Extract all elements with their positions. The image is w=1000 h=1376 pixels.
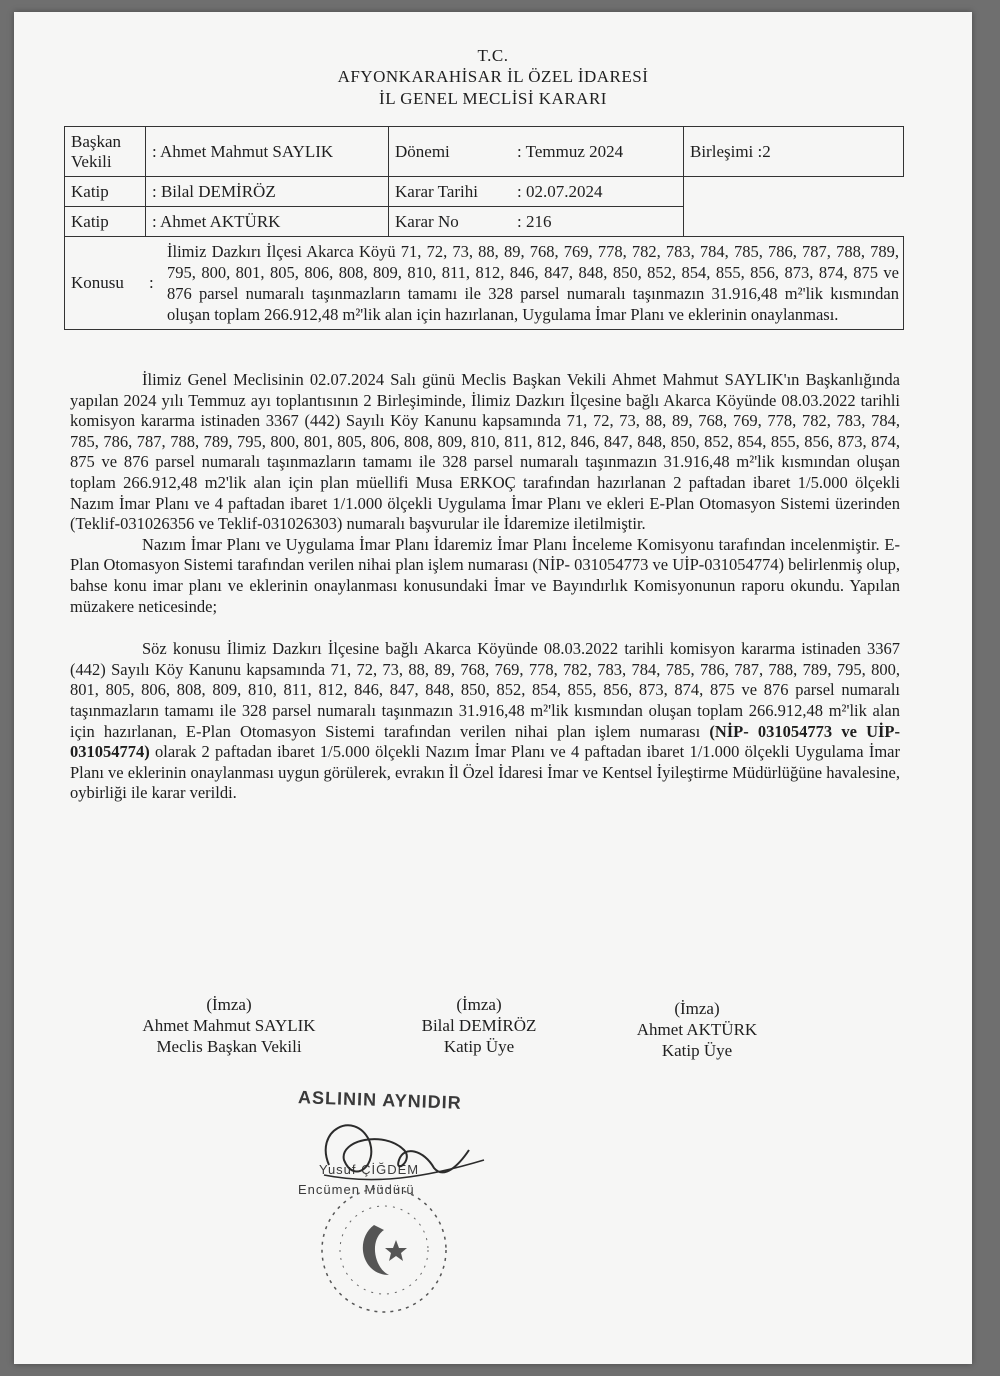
paragraph-2: Nazım İmar Planı ve Uygulama İmar Planı İdaremiz İmar Planı İnceleme Komisyonu tarafından incelenmiştir. E-Plan Otomasyon Sistemi tarafından verilen nihai plan işlem numarası (NİP- 031054773 ve UİP-031054774) belirlenmiş olup, bahse konu imar planı ve eklerinin onaylanması konusundaki İmar ve Bayındırlık Komisyonunun raporu okundu. Yapılan müzakere neticesinde;: [70, 534, 900, 616]
katip2-label: Katip: [65, 207, 146, 237]
empty-cell: [684, 177, 904, 207]
katip1-label: Katip: [65, 177, 146, 207]
stamp-name: Yusuf ÇİĞDEM: [319, 1162, 420, 1177]
paragraph-1: İlimiz Genel Meclisinin 02.07.2024 Salı günü Meclis Başkan Vekili Ahmet Mahmut SAYLIK'ın Başkanlığında yapılan 2024 yılı Temmuz ayı toplantısının 2 Birleşiminde, İlimiz Dazkırı İlçesine bağlı Akarca Köyünde 08.03.2022 tarihli komisyon kararma istinaden 3367 (442) Sayılı Köy Kanunu kapsamında 71, 72, 73, 88, 89, 768, 769, 778, 782, 783, 784, 785, 786, 787, 788, 789, 795, 800, 801, 805, 806, 808, 809, 810, 811, 812, 846, 847, 848, 850, 852, 854, 855, 856, 873, 874, 875 ve 876 parsel numaralı taşınmazların tamamı ile 328 parsel numaralı taşınmazın 31.916,48 m²'lik kısmından oluşan toplam 266.912,48 m2'lik alan için plan müellifi Musa ERKOÇ tarafından hazırlanan 2 paftadan ibaret 1/5.000 ölçekli Nazım İmar Planı ve 4 paftadan ibaret 1/1.000 ölçekli Uygulama İmar Planı ve ekleri E-Plan Otomasyon Sistemi üzerinden (Teklif-031026356 ve Teklif-031026303) numaralı başvurular ile İdaremize iletilmiştir.: [70, 370, 900, 534]
header-tc: T.C.: [477, 46, 509, 65]
karar-tarihi-value: : 02.07.2024: [511, 177, 684, 207]
signature-title: Katip Üye: [661, 1041, 733, 1060]
signature-baskan: [124, 994, 334, 1057]
paragraph-3-part-a: Söz konusu İlimiz Dazkırı İlçesine bağlı Akarca Köyünde 08.03.2022 tarihli komisyon kararma istinaden 3367 (442) Sayılı Köy Kanunu kapsamında 71, 72, 73, 88, 89, 768, 769, 778, 782, 783, 784, 785, 786, 787, 788, 789, 795, 800, 801, 805, 806, 808, 809, 810, 811, 812, 846, 847, 848, 850, 852, 854, 855, 856, 873, 874, 875 ve 876 parsel numaralı taşınmazların tamamı ile 328 parsel numaralı taşınmazın 31.916,48 m²'lik kısmından oluşan toplam 266.912,48 m²'lik alan için hazırlanan, E-Plan Otomasyon Sistemi tarafından verilen nihai plan işlem numarası: [70, 639, 900, 741]
signature-imza: (İmza): [206, 995, 252, 1014]
signature-imza: (İmza): [456, 995, 502, 1014]
header-title: İL GENEL MECLİSİ KARARI: [379, 89, 607, 108]
signature-imza: (İmza): [674, 999, 720, 1018]
certified-copy-stamp: [284, 1087, 514, 1320]
signature-katip1: [394, 994, 564, 1057]
baskan-value: : Ahmet Mahmut SAYLIK: [146, 127, 389, 177]
info-row-katip1: [65, 177, 904, 207]
signature-name: Ahmet AKTÜRK: [636, 1020, 758, 1039]
decision-body: [70, 370, 900, 804]
katip1-value: : Bilal DEMİRÖZ: [146, 177, 389, 207]
donemi-label: Dönemi: [389, 127, 512, 177]
karar-no-label: Karar No: [389, 207, 512, 237]
stamp-role: Encümen Müdürü: [298, 1182, 415, 1197]
birlesimi: Birleşimi :2: [684, 127, 904, 177]
katip2-value: : Ahmet AKTÜRK: [146, 207, 389, 237]
info-row-baskan: [65, 127, 904, 177]
konusu-text: İlimiz Dazkırı İlçesi Akarca Köyü 71, 72, 73, 88, 89, 768, 769, 778, 782, 783, 784, 785, 786, 787, 788, 789, 795, 800, 801, 805, 806, 808, 809, 810, 811, 812, 846, 847, 848, 850, 852, 854, 855, 856, 873, 874, 875 ve 876 parsel numaralı taşınmazların tamamı ile 328 parsel numaralı taşınmazın 31.916,48 m²'lik kısmından oluşan toplam 266.912,48 m²'lik alan için hazırlanan, Uygulama İmar Planı ve eklerinin onaylanması.: [167, 242, 899, 324]
document-page: [14, 12, 972, 1364]
konusu-colon: :: [149, 273, 154, 292]
info-row-katip2: [65, 207, 904, 237]
paragraph-3: [70, 639, 900, 804]
signature-title: Meclis Başkan Vekili: [156, 1037, 302, 1056]
header-institution: AFYONKARAHİSAR İL ÖZEL İDARESİ: [337, 67, 649, 86]
info-row-konusu: [65, 237, 904, 330]
konusu-cell: [65, 237, 904, 330]
signature-katip2: [612, 998, 782, 1061]
paragraph-3-part-b: olarak 2 paftadan ibaret 1/5.000 ölçekli Nazım İmar Planı ve 4 paftadan ibaret 1/1.000 ölçekli Uygulama İmar Planı ve eklerinin onaylanması uygun görülerek, evrakın İl Özel İdaresi İmar ve Kentsel İyileştirme Müdürlüğüne havalesine, oybirliği ile karar verildi.: [70, 742, 900, 803]
baskan-label: Başkan Vekili: [65, 127, 146, 177]
empty-cell: [684, 207, 904, 237]
karar-no-value: : 216: [511, 207, 684, 237]
signature-name: Bilal DEMİRÖZ: [421, 1016, 537, 1035]
info-table: [64, 126, 904, 330]
plan-numbers-bold: (NİP- 031054773 ve UİP-031054774): [70, 721, 900, 762]
stamp-signature-icon: [284, 1090, 514, 1320]
donemi-value: : Temmuz 2024: [511, 127, 684, 177]
karar-tarihi-label: Karar Tarihi: [389, 177, 512, 207]
signature-title: Katip Üye: [443, 1037, 515, 1056]
stamp-title: ASLININ AYNIDIR: [297, 1087, 463, 1113]
konusu-label: Konusu: [71, 273, 124, 292]
signature-name: Ahmet Mahmut SAYLIK: [142, 1016, 316, 1035]
